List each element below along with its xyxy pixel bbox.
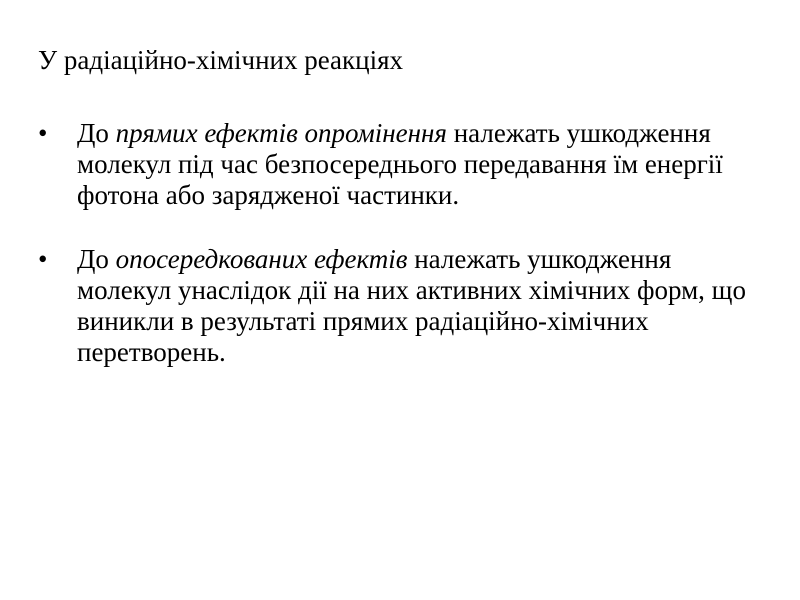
bullet-dot-icon: • bbox=[38, 118, 48, 148]
bullet-lead-text: До bbox=[77, 244, 116, 274]
bullet-emphasis-text: опосередкованих ефектів bbox=[115, 244, 408, 274]
bullet-dot-icon: • bbox=[38, 244, 48, 274]
bullet-item-direct-effects bbox=[0, 118, 757, 211]
bullet-rest-text: належать ушкодження молекул унаслідок дії на них активних хімічних форм, що виникли в результаті прямих радіаційно-хімічних перетворень. bbox=[77, 244, 746, 367]
bullet-item-indirect-effects bbox=[0, 244, 757, 368]
bullet-rest-text: належать ушкодження молекул під час безпосереднього передавання їм енергії фотона або зарядженої частинки. bbox=[77, 118, 723, 210]
bullet-list bbox=[0, 118, 800, 401]
slide-title: У радіаційно-хімічних реакціях bbox=[38, 45, 404, 75]
bullet-emphasis-text: прямих ефектів опромінення bbox=[115, 118, 447, 148]
bullet-lead-text: До bbox=[77, 118, 116, 148]
